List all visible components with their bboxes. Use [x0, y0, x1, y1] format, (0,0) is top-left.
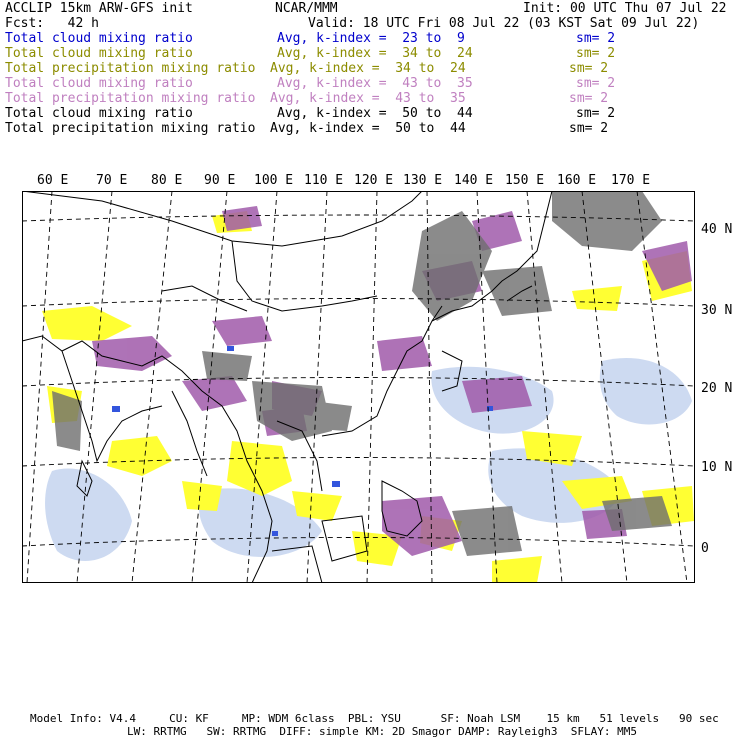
lat-label: 30 N [701, 303, 733, 318]
legend-sm-3: sm= 2 [569, 61, 609, 76]
legend-sm-6: sm= 2 [576, 106, 616, 121]
model-title: ACCLIP 15km ARW-GFS init [5, 1, 193, 16]
lon-label: 120 E [354, 173, 394, 188]
legend-name-6: Total cloud mixing ratio [5, 106, 193, 121]
legend-sm-4: sm= 2 [576, 76, 616, 91]
lon-label: 90 E [204, 173, 236, 188]
legend-name-2: Total cloud mixing ratio [5, 46, 193, 61]
lon-label: 80 E [151, 173, 183, 188]
lat-label: 10 N [701, 460, 733, 475]
legend-name-1: Total cloud mixing ratio [5, 31, 193, 46]
organization-label: NCAR/MMM [275, 1, 338, 16]
init-time-label: Init: 00 UTC Thu 07 Jul 22 [523, 1, 727, 16]
legend-sm-2: sm= 2 [576, 46, 616, 61]
lon-label: 110 E [304, 173, 344, 188]
lon-label: 70 E [96, 173, 128, 188]
valid-time-label: Valid: 18 UTC Fri 08 Jul 22 (03 KST Sat 09 Jul 22) [308, 16, 700, 31]
legend-avg-5: Avg, k-index = 43 to 35 [270, 91, 466, 106]
lat-label: 20 N [701, 381, 733, 396]
lat-label: 40 N [701, 222, 733, 237]
model-info-line2: LW: RRTMG SW: RRTMG DIFF: simple KM: 2D Smagor DAMP: Rayleigh3 SFLAY: MM5 [127, 725, 637, 738]
lat-label: 0 [701, 541, 709, 556]
legend-name-3: Total precipitation mixing ratio [5, 61, 256, 76]
lon-label: 170 E [611, 173, 651, 188]
legend-avg-3: Avg, k-index = 34 to 24 [270, 61, 466, 76]
legend-name-5: Total precipitation mixing ratio [5, 91, 256, 106]
legend-avg-6: Avg, k-index = 50 to 44 [277, 106, 473, 121]
model-info-line1: Model Info: V4.4 CU: KF MP: WDM 6class PBL: YSU SF: Noah LSM 15 km 51 levels 90 sec [30, 712, 719, 725]
legend-avg-2: Avg, k-index = 34 to 24 [277, 46, 473, 61]
lon-label: 130 E [403, 173, 443, 188]
forecast-hour-label: Fcst: 42 h [5, 16, 99, 31]
lon-label: 160 E [557, 173, 597, 188]
legend-name-4: Total cloud mixing ratio [5, 76, 193, 91]
legend-avg-7: Avg, k-index = 50 to 44 [270, 121, 466, 136]
legend-avg-1: Avg, k-index = 23 to 9 [277, 31, 465, 46]
lon-label: 60 E [37, 173, 69, 188]
legend-sm-1: sm= 2 [576, 31, 616, 46]
lon-label: 150 E [505, 173, 545, 188]
forecast-map [22, 191, 695, 583]
legend-name-7: Total precipitation mixing ratio [5, 121, 256, 136]
lon-label: 140 E [454, 173, 494, 188]
lon-label: 100 E [254, 173, 294, 188]
legend-sm-7: sm= 2 [569, 121, 609, 136]
legend-sm-5: sm= 2 [569, 91, 609, 106]
legend-avg-4: Avg, k-index = 43 to 35 [277, 76, 473, 91]
